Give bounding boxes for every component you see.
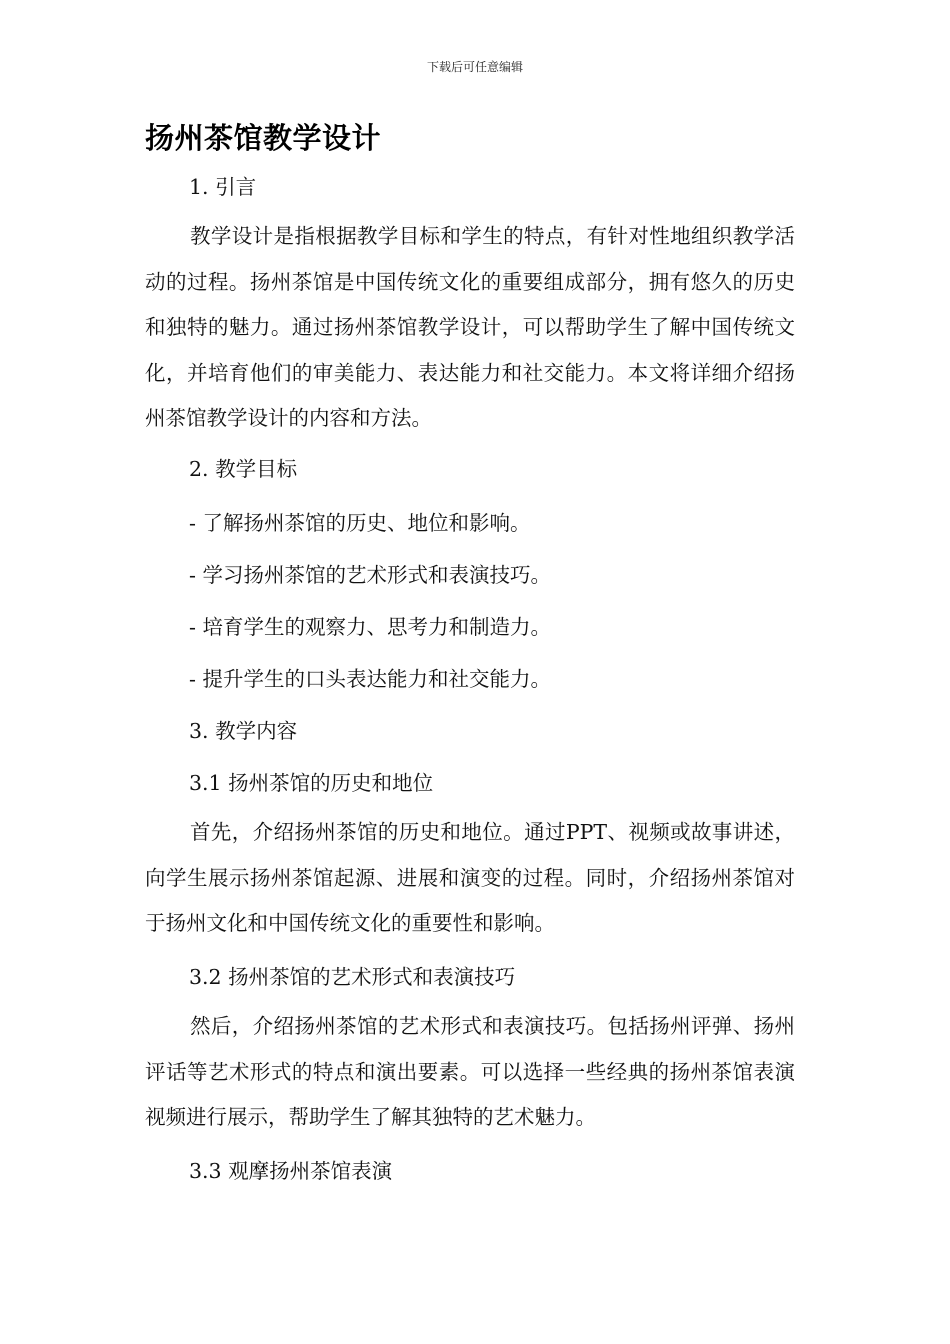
document-title: 扬州茶馆教学设计 <box>145 121 382 155</box>
section-3-1-heading: 3.1 扬州茶馆的历史和地位 <box>189 771 434 795</box>
section-3-heading: 3. 教学内容 <box>189 719 298 743</box>
objective-item-3: - 培育学生的观察力、思考力和制造力。 <box>189 615 551 639</box>
section-1-heading: 1. 引言 <box>189 175 257 199</box>
section-2-heading: 2. 教学目标 <box>189 457 298 481</box>
section-3-2-body: 然后，介绍扬州茶馆的艺术形式和表演技巧。包括扬州评弹、扬州评话等艺术形式的特点和演出要素。可以选择一些经典的扬州茶馆表演视频进行展示，帮助学生了解其独特的艺术魅力。 <box>145 1014 795 1129</box>
section-3-2-heading: 3.2 扬州茶馆的艺术形式和表演技巧 <box>189 965 516 989</box>
objective-item-4: - 提升学生的口头表达能力和社交能力。 <box>189 667 551 691</box>
header-note: 下载后可任意编辑 <box>426 60 523 74</box>
section-3-1-body: 首先，介绍扬州茶馆的历史和地位。通过PPT、视频或故事讲述，向学生展示扬州茶馆起源、进展和演变的过程。同时，介绍扬州茶馆对于扬州文化和中国传统文化的重要性和影响。 <box>145 820 795 935</box>
objective-item-1: - 了解扬州茶馆的历史、地位和影响。 <box>189 511 531 535</box>
objective-item-2: - 学习扬州茶馆的艺术形式和表演技巧。 <box>189 563 551 587</box>
section-1-body: 教学设计是指根据教学目标和学生的特点，有针对性地组织教学活动的过程。扬州茶馆是中国传统文化的重要组成部分，拥有悠久的历史和独特的魅力。通过扬州茶馆教学设计，可以帮助学生了解中国传统文化，并培育他们的审美能力、表达能力和社交能力。本文将详细介绍扬州茶馆教学设计的内容和方法。 <box>145 224 795 430</box>
section-3-3-heading: 3.3 观摩扬州茶馆表演 <box>189 1159 393 1183</box>
